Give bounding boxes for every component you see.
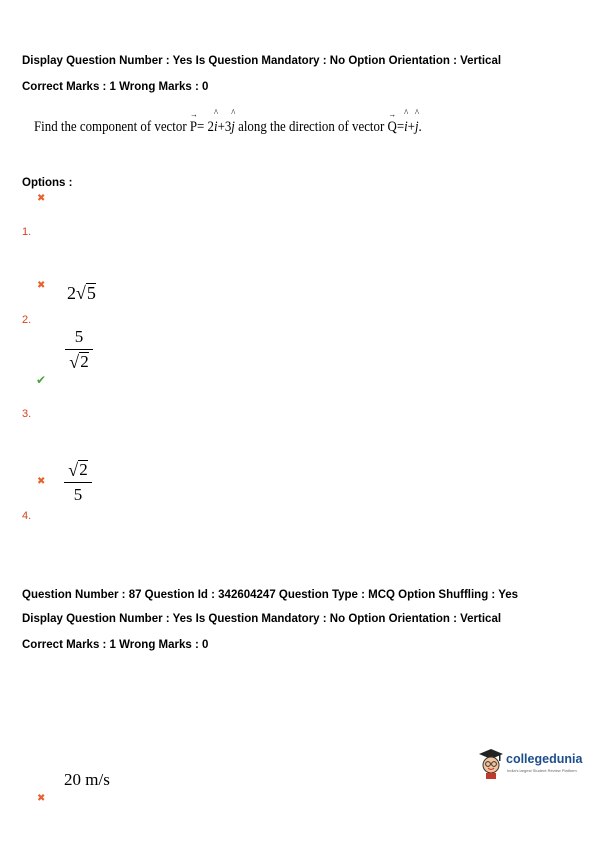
next-question-meta: Display Question Number : Yes Is Question Mandatory : No Option Orientation : Vertical <box>22 613 502 625</box>
option-number: 4. <box>22 510 32 522</box>
unit-i: ^ i <box>213 108 219 135</box>
unit-i: ^ i <box>404 108 409 135</box>
option-3-content: 5 √ 2 <box>65 327 93 372</box>
next-question-meta: Question Number : 87 Question Id : 342604247 Question Type : MCQ Option Shuffling : Yes <box>22 589 519 601</box>
question-prefix: Find the component of vector <box>34 119 187 135</box>
p-term: +3 <box>217 119 232 135</box>
question-middle: along the direction of vector <box>238 119 385 135</box>
unit-j: ^ j <box>414 108 420 135</box>
question-meta-line: Display Question Number : Yes Is Question Mandatory : No Option Orientation : Vertical <box>22 55 502 67</box>
option-number: 1. <box>22 226 32 238</box>
collegedunia-logo <box>478 748 588 784</box>
option-number: 3. <box>22 408 32 420</box>
unit-j: ^ j <box>231 108 236 135</box>
q-eq: = <box>396 119 405 135</box>
q-plus: + <box>407 119 415 135</box>
logo-name: collegedunia <box>506 752 583 766</box>
wrong-mark-icon: ✖ <box>37 280 46 291</box>
next-question-marks: Correct Marks : 1 Wrong Marks : 0 <box>22 639 209 651</box>
logo-tagline: India's largest Student Review Platform <box>507 768 577 773</box>
vector-arrow-icon: → <box>388 109 397 119</box>
wrong-mark-icon: ✖ <box>37 193 46 204</box>
option-4-content: √ 2 5 <box>64 460 92 505</box>
marks-line: Correct Marks : 1 Wrong Marks : 0 <box>22 81 209 93</box>
vector-arrow-icon: → <box>189 109 198 119</box>
option-2-content: 2 √ 5 <box>67 283 96 303</box>
question-text <box>34 108 422 136</box>
option-number: 2. <box>22 314 32 326</box>
options-label: Options : <box>22 177 73 189</box>
vector-p: → P <box>189 109 198 135</box>
next-option-text: 20 m/s <box>64 770 110 789</box>
wrong-mark-icon: ✖ <box>37 476 46 487</box>
vector-q: → Q <box>387 109 397 135</box>
correct-check-icon: ✔ <box>36 373 47 387</box>
student-mascot-icon <box>478 748 504 780</box>
q-end: . <box>418 119 422 135</box>
p-coef: = 2 <box>197 119 214 135</box>
wrong-mark-icon: ✖ <box>37 793 46 804</box>
